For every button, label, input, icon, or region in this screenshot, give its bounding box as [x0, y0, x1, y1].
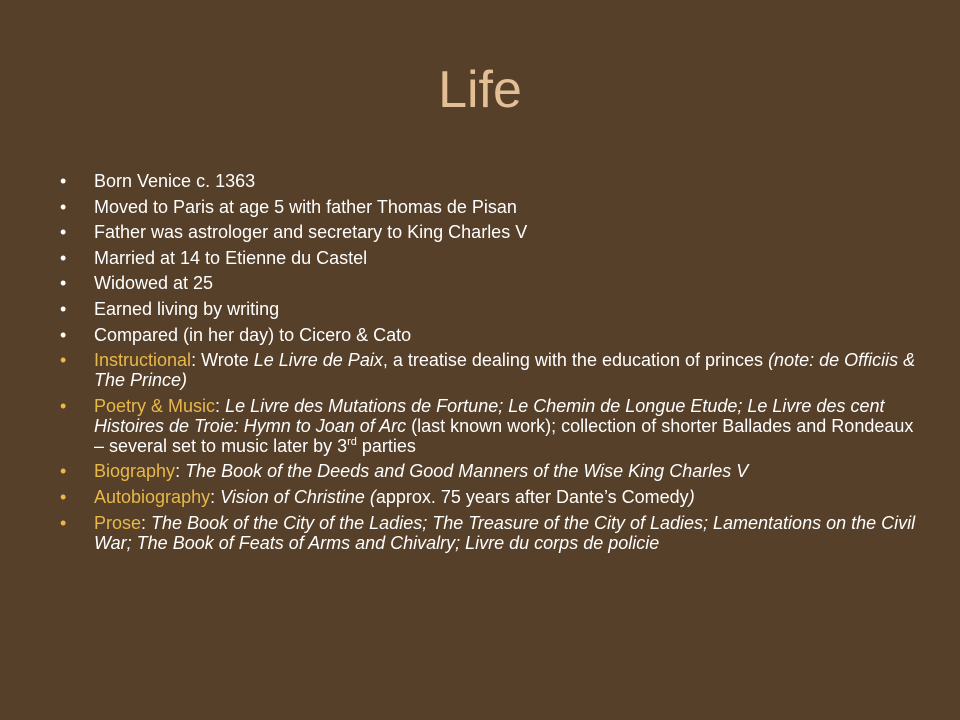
- bullet-marker: •: [60, 461, 67, 482]
- slide-title: Life: [438, 61, 522, 119]
- bullet-item: [60, 248, 920, 268]
- bullet-marker: •: [60, 222, 67, 243]
- bullet-item-poetry: [60, 396, 920, 456]
- bullet-item: [60, 222, 920, 242]
- bullet-text: Compared (in her day) to Cicero & Cato: [94, 324, 412, 345]
- bullet-marker: •: [60, 486, 67, 507]
- bullet-marker: •: [60, 273, 67, 294]
- bullet-item-instructional: [60, 350, 920, 390]
- bullet-marker: •: [60, 298, 67, 319]
- bullet-text: (last known work); collection of shorter Ballades and Rondeaux – several set to music later by 3: [94, 415, 914, 456]
- bullet-item-prose: [60, 513, 920, 553]
- bullet-text: :: [210, 486, 221, 507]
- category-label-biography: Biography: [94, 461, 176, 482]
- bullet-item: [60, 171, 920, 191]
- category-label-autobiography: Autobiography: [94, 486, 211, 507]
- bullet-text: Married at 14 to Etienne du Castel: [94, 247, 368, 268]
- note-text: (note: de Officiis & The Prince): [94, 350, 916, 391]
- bullet-item-biography: [60, 461, 920, 481]
- work-title: Vision of Christine (: [220, 486, 376, 507]
- bullet-text: Moved to Paris at age 5 with father Thomas de Pisan: [94, 196, 517, 217]
- bullet-text: , a treatise dealing with the education of princes: [382, 350, 769, 371]
- bullet-item-autobiography: [60, 487, 920, 507]
- superscript: rd: [347, 435, 357, 448]
- bullet-text: : Wrote: [191, 350, 254, 371]
- bullet-item: [60, 273, 920, 293]
- bullet-text: Born Venice c. 1363: [94, 171, 256, 191]
- bullet-marker: •: [60, 512, 67, 533]
- work-title: The Book of the Deeds and Good Manners of the Wise King Charles V: [185, 461, 749, 482]
- bullet-text: Father was astrologer and secretary to King Charles V: [94, 222, 528, 243]
- bullet-list: [60, 171, 920, 558]
- bullet-marker: •: [60, 171, 67, 191]
- bullet-item: [60, 325, 920, 345]
- bullet-text: Earned living by writing: [94, 298, 280, 319]
- bullet-item: [60, 197, 920, 217]
- bullet-marker: •: [60, 350, 67, 371]
- bullet-text: parties: [356, 435, 416, 456]
- work-title: Le Livre de Paix: [253, 350, 383, 371]
- bullet-marker: •: [60, 196, 67, 217]
- bullet-marker: •: [60, 247, 67, 268]
- bullet-text: :: [141, 512, 152, 533]
- bullet-text: :: [215, 395, 226, 416]
- bullet-marker: •: [60, 395, 67, 416]
- bullet-text: Widowed at 25: [94, 273, 214, 294]
- bullet-marker: •: [60, 324, 67, 345]
- bullet-text: :: [175, 461, 186, 482]
- work-titles: Le Livre des Mutations de Fortune; Le Chemin de Longue Etude; Le Livre des cent Histoires de Troie: Hymn to Joan of Arc: [94, 395, 885, 436]
- category-label-poetry: Poetry & Music: [94, 395, 216, 416]
- category-label-prose: Prose: [94, 512, 142, 533]
- category-label-instructional: Instructional: [94, 350, 192, 371]
- bullet-text: approx. 75 years after Dante’s Comedy: [375, 486, 689, 507]
- bullet-item: [60, 299, 920, 319]
- work-titles: The Book of the City of the Ladies; The Treasure of the City of Ladies; Lamentations on the Civil War; The Book of Feats of Arms and Chivalry; Livre du corps de policie: [94, 512, 916, 553]
- bullet-text: ): [688, 486, 695, 507]
